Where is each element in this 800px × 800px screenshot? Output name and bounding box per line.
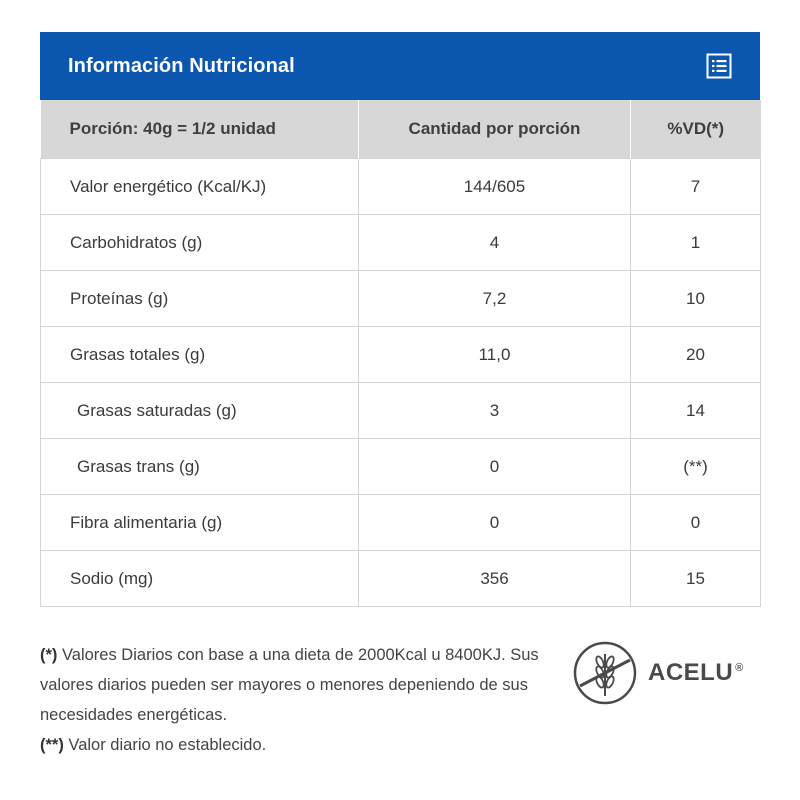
table-row [41, 215, 761, 271]
card-header [40, 32, 760, 100]
nutrient-amount: 4 [359, 215, 631, 271]
footnote-mark: (**) [40, 736, 64, 754]
nutrient-vd: 14 [631, 383, 761, 439]
column-header-amount: Cantidad por porción [359, 100, 631, 159]
nutrient-vd: 7 [631, 159, 761, 215]
nutrient-name: Carbohidratos (g) [41, 215, 359, 271]
nutrient-name: Grasas saturadas (g) [41, 383, 359, 439]
nutrient-name: Valor energético (Kcal/KJ) [41, 159, 359, 215]
footnote-not-established [40, 730, 540, 760]
table-row [41, 439, 761, 495]
card-title: Información Nutricional [68, 54, 295, 77]
nutrient-vd: 15 [631, 551, 761, 607]
table-row [41, 271, 761, 327]
table-row [41, 159, 761, 215]
nutrient-vd: 10 [631, 271, 761, 327]
table-row [41, 383, 761, 439]
table-row [41, 551, 761, 607]
logo-name-text: ACELU [648, 659, 734, 686]
table-row [41, 327, 761, 383]
nutrient-name: Fibra alimentaria (g) [41, 495, 359, 551]
nutrient-name: Grasas totales (g) [41, 327, 359, 383]
nutrient-amount: 7,2 [359, 271, 631, 327]
registered-mark: ® [735, 662, 744, 674]
column-header-vd: %VD(*) [631, 100, 761, 159]
list-icon[interactable] [706, 53, 732, 79]
nutrient-vd: (**) [631, 439, 761, 495]
nutrient-amount: 356 [359, 551, 631, 607]
nutrient-vd: 0 [631, 495, 761, 551]
nutrient-vd: 1 [631, 215, 761, 271]
nutrient-amount: 0 [359, 439, 631, 495]
footnotes [40, 640, 540, 760]
table-row [41, 495, 761, 551]
footnote-text: Valor diario no establecido. [63, 736, 267, 754]
logo-name [648, 659, 744, 687]
nutrient-name: Grasas trans (g) [41, 439, 359, 495]
nutrient-amount: 144/605 [359, 159, 631, 215]
footnote-daily-values [40, 640, 540, 730]
nutrient-amount: 0 [359, 495, 631, 551]
footnote-text: Valores Diarios con base a una dieta de 2000Kcal u 8400KJ. Sus valores diarios pueden ser mayores o menores depeniendo de sus necesidades energéticas. [40, 646, 539, 724]
table-header-row [41, 100, 761, 159]
footnote-mark: (*) [40, 646, 58, 664]
acelu-logo [572, 640, 744, 706]
nutrient-amount: 3 [359, 383, 631, 439]
nutrient-name: Sodio (mg) [41, 551, 359, 607]
nutrient-vd: 20 [631, 327, 761, 383]
nutrition-card [40, 32, 760, 607]
column-header-portion: Porción: 40g = 1/2 unidad [41, 100, 359, 159]
nutrition-table [40, 100, 761, 607]
gluten-free-wheat-icon [572, 640, 638, 706]
nutrient-name: Proteínas (g) [41, 271, 359, 327]
nutrient-amount: 11,0 [359, 327, 631, 383]
